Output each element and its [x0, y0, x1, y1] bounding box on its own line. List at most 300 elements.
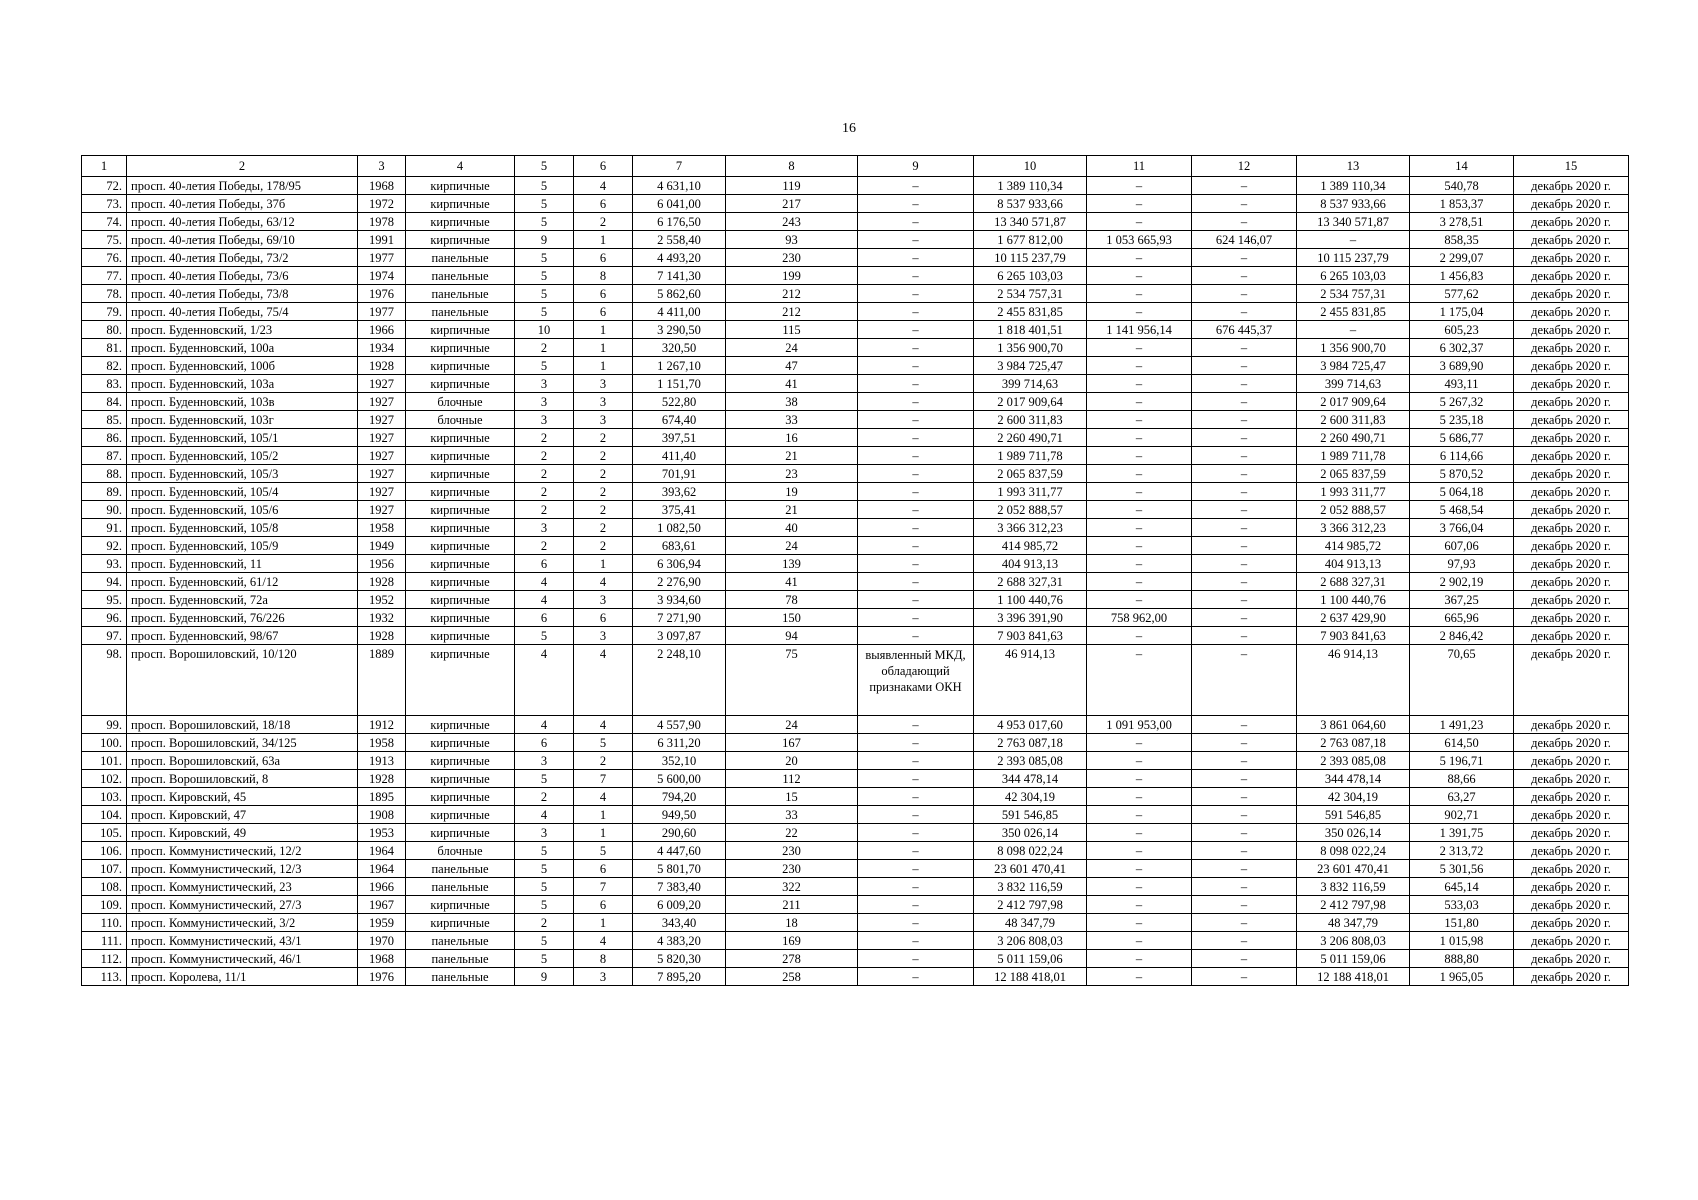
table-cell-col-3: 1927 — [358, 393, 406, 411]
table-cell-col-9: – — [858, 609, 974, 627]
table-cell-col-3: 1966 — [358, 321, 406, 339]
table-cell-col-3: 1977 — [358, 303, 406, 321]
table-cell-col-2: просп. Коммунистический, 12/2 — [127, 842, 358, 860]
table-cell-col-14: 5 235,18 — [1410, 411, 1514, 429]
table-cell-col-15: декабрь 2020 г. — [1514, 537, 1629, 555]
table-cell-col-3: 1976 — [358, 968, 406, 986]
table-cell-col-10: 6 265 103,03 — [974, 267, 1087, 285]
table-row — [82, 716, 1629, 734]
table-cell-col-12: – — [1192, 537, 1297, 555]
column-number-2: 2 — [127, 156, 358, 177]
table-cell-col-14: 70,65 — [1410, 645, 1514, 716]
table-cell-col-13: 3 832 116,59 — [1297, 878, 1410, 896]
table-cell-col-14: 1 175,04 — [1410, 303, 1514, 321]
table-cell-col-6: 1 — [574, 806, 633, 824]
table-cell-col-11: – — [1087, 752, 1192, 770]
table-cell-col-10: 7 903 841,63 — [974, 627, 1087, 645]
table-cell-col-4: блочные — [406, 393, 515, 411]
table-cell-col-12: – — [1192, 447, 1297, 465]
table-cell-col-8: 24 — [726, 339, 858, 357]
table-cell-col-11: – — [1087, 177, 1192, 195]
table-cell-col-14: 858,35 — [1410, 231, 1514, 249]
table-cell-col-14: 2 313,72 — [1410, 842, 1514, 860]
table-cell-col-8: 22 — [726, 824, 858, 842]
table-row — [82, 932, 1629, 950]
table-cell-col-14: 1 491,23 — [1410, 716, 1514, 734]
table-cell-col-13: 7 903 841,63 — [1297, 627, 1410, 645]
table-cell-col-5: 9 — [515, 231, 574, 249]
table-cell-col-15: декабрь 2020 г. — [1514, 824, 1629, 842]
table-cell-col-7: 794,20 — [633, 788, 726, 806]
table-row — [82, 375, 1629, 393]
table-cell-col-7: 2 558,40 — [633, 231, 726, 249]
table-cell-col-13: 5 011 159,06 — [1297, 950, 1410, 968]
table-cell-col-6: 1 — [574, 555, 633, 573]
table-cell-col-10: 2 260 490,71 — [974, 429, 1087, 447]
table-cell-col-15: декабрь 2020 г. — [1514, 321, 1629, 339]
table-cell-col-7: 352,10 — [633, 752, 726, 770]
table-cell-col-10: 2 017 909,64 — [974, 393, 1087, 411]
table-cell-col-1: 89. — [82, 483, 127, 501]
table-cell-col-1: 83. — [82, 375, 127, 393]
table-cell-col-7: 6 176,50 — [633, 213, 726, 231]
table-cell-col-5: 5 — [515, 195, 574, 213]
table-cell-col-12: – — [1192, 411, 1297, 429]
table-cell-col-14: 605,23 — [1410, 321, 1514, 339]
table-cell-col-14: 2 299,07 — [1410, 249, 1514, 267]
table-cell-col-1: 108. — [82, 878, 127, 896]
table-row — [82, 734, 1629, 752]
table-cell-col-9: – — [858, 770, 974, 788]
table-cell-col-4: кирпичные — [406, 555, 515, 573]
table-cell-col-10: 3 206 808,03 — [974, 932, 1087, 950]
table-row — [82, 645, 1629, 716]
table-cell-col-8: 199 — [726, 267, 858, 285]
table-cell-col-10: 2 065 837,59 — [974, 465, 1087, 483]
table-row — [82, 950, 1629, 968]
table-cell-col-5: 5 — [515, 285, 574, 303]
table-cell-col-11: – — [1087, 519, 1192, 537]
table-cell-col-9: – — [858, 806, 974, 824]
table-cell-col-8: 212 — [726, 285, 858, 303]
table-cell-col-2: просп. Королева, 11/1 — [127, 968, 358, 986]
table-cell-col-6: 2 — [574, 752, 633, 770]
table-cell-col-1: 74. — [82, 213, 127, 231]
table-cell-col-5: 2 — [515, 501, 574, 519]
table-cell-col-6: 1 — [574, 357, 633, 375]
table-cell-col-8: 40 — [726, 519, 858, 537]
table-cell-col-9: – — [858, 411, 974, 429]
table-cell-col-3: 1928 — [358, 627, 406, 645]
table-cell-col-7: 1 151,70 — [633, 375, 726, 393]
table-cell-col-5: 5 — [515, 770, 574, 788]
table-cell-col-6: 6 — [574, 860, 633, 878]
table-cell-col-8: 230 — [726, 860, 858, 878]
table-cell-col-2: просп. 40-летия Победы, 63/12 — [127, 213, 358, 231]
table-cell-col-6: 5 — [574, 842, 633, 860]
table-cell-col-9: – — [858, 896, 974, 914]
table-cell-col-6: 1 — [574, 321, 633, 339]
table-cell-col-12: – — [1192, 213, 1297, 231]
table-cell-col-5: 5 — [515, 303, 574, 321]
table-cell-col-11: – — [1087, 573, 1192, 591]
table-cell-col-5: 6 — [515, 555, 574, 573]
table-cell-col-4: кирпичные — [406, 339, 515, 357]
table-cell-col-14: 1 015,98 — [1410, 932, 1514, 950]
table-cell-col-14: 3 278,51 — [1410, 213, 1514, 231]
table-cell-col-11: – — [1087, 483, 1192, 501]
table-cell-col-14: 6 114,66 — [1410, 447, 1514, 465]
table-cell-col-14: 5 870,52 — [1410, 465, 1514, 483]
table-cell-col-3: 1927 — [358, 429, 406, 447]
table-cell-col-6: 6 — [574, 303, 633, 321]
table-cell-col-8: 41 — [726, 573, 858, 591]
table-cell-col-6: 4 — [574, 177, 633, 195]
table-cell-col-10: 42 304,19 — [974, 788, 1087, 806]
table-cell-col-7: 5 820,30 — [633, 950, 726, 968]
table-cell-col-8: 112 — [726, 770, 858, 788]
table-cell-col-13: – — [1297, 321, 1410, 339]
table-cell-col-2: просп. Буденновский, 100б — [127, 357, 358, 375]
table-row — [82, 195, 1629, 213]
table-cell-col-15: декабрь 2020 г. — [1514, 878, 1629, 896]
table-cell-col-6: 8 — [574, 950, 633, 968]
table-cell-col-10: 3 984 725,47 — [974, 357, 1087, 375]
table-cell-col-10: 399 714,63 — [974, 375, 1087, 393]
table-cell-col-1: 82. — [82, 357, 127, 375]
table-cell-col-1: 106. — [82, 842, 127, 860]
table-cell-col-7: 5 862,60 — [633, 285, 726, 303]
table-cell-col-9: – — [858, 950, 974, 968]
table-cell-col-6: 1 — [574, 824, 633, 842]
table-cell-col-3: 1958 — [358, 734, 406, 752]
table-cell-col-13: 1 100 440,76 — [1297, 591, 1410, 609]
table-cell-col-2: просп. Буденновский, 11 — [127, 555, 358, 573]
table-cell-col-2: просп. Буденновский, 105/9 — [127, 537, 358, 555]
table-cell-col-7: 7 141,30 — [633, 267, 726, 285]
table-cell-col-2: просп. 40-летия Победы, 178/95 — [127, 177, 358, 195]
table-cell-col-2: просп. Коммунистический, 12/3 — [127, 860, 358, 878]
table-cell-col-3: 1952 — [358, 591, 406, 609]
table-cell-col-15: декабрь 2020 г. — [1514, 968, 1629, 986]
table-cell-col-8: 21 — [726, 447, 858, 465]
table-cell-col-7: 674,40 — [633, 411, 726, 429]
table-cell-col-3: 1927 — [358, 483, 406, 501]
table-cell-col-3: 1966 — [358, 878, 406, 896]
table-cell-col-3: 1932 — [358, 609, 406, 627]
table-cell-col-11: – — [1087, 249, 1192, 267]
table-cell-col-14: 493,11 — [1410, 375, 1514, 393]
table-cell-col-15: декабрь 2020 г. — [1514, 267, 1629, 285]
table-cell-col-1: 113. — [82, 968, 127, 986]
table-cell-col-11: – — [1087, 339, 1192, 357]
table-cell-col-15: декабрь 2020 г. — [1514, 627, 1629, 645]
table-cell-col-14: 645,14 — [1410, 878, 1514, 896]
table-cell-col-2: просп. Буденновский, 105/1 — [127, 429, 358, 447]
table-cell-col-7: 343,40 — [633, 914, 726, 932]
table-cell-col-14: 1 853,37 — [1410, 195, 1514, 213]
table-cell-col-3: 1908 — [358, 806, 406, 824]
table-cell-col-6: 4 — [574, 788, 633, 806]
column-number-9: 9 — [858, 156, 974, 177]
table-cell-col-7: 6 311,20 — [633, 734, 726, 752]
table-cell-col-15: декабрь 2020 г. — [1514, 285, 1629, 303]
table-cell-col-12: – — [1192, 177, 1297, 195]
table-cell-col-2: просп. 40-летия Победы, 75/4 — [127, 303, 358, 321]
table-cell-col-7: 393,62 — [633, 483, 726, 501]
table-cell-col-2: просп. Ворошиловский, 34/125 — [127, 734, 358, 752]
table-cell-col-15: декабрь 2020 г. — [1514, 465, 1629, 483]
table-cell-col-12: – — [1192, 896, 1297, 914]
table-cell-col-14: 607,06 — [1410, 537, 1514, 555]
table-cell-col-15: декабрь 2020 г. — [1514, 716, 1629, 734]
table-cell-col-3: 1927 — [358, 411, 406, 429]
table-cell-col-5: 3 — [515, 824, 574, 842]
table-row — [82, 752, 1629, 770]
table-cell-col-11: – — [1087, 357, 1192, 375]
column-number-7: 7 — [633, 156, 726, 177]
table-row — [82, 860, 1629, 878]
table-cell-col-14: 5 196,71 — [1410, 752, 1514, 770]
table-cell-col-6: 1 — [574, 231, 633, 249]
table-row — [82, 770, 1629, 788]
table-cell-col-15: декабрь 2020 г. — [1514, 770, 1629, 788]
table-cell-col-14: 1 391,75 — [1410, 824, 1514, 842]
table-cell-col-7: 5 801,70 — [633, 860, 726, 878]
table-cell-col-12: 624 146,07 — [1192, 231, 1297, 249]
table-cell-col-12: – — [1192, 339, 1297, 357]
table-cell-col-6: 3 — [574, 591, 633, 609]
table-cell-col-13: – — [1297, 231, 1410, 249]
table-cell-col-7: 3 290,50 — [633, 321, 726, 339]
table-cell-col-5: 5 — [515, 860, 574, 878]
table-cell-col-7: 4 447,60 — [633, 842, 726, 860]
table-cell-col-6: 3 — [574, 968, 633, 986]
table-cell-col-1: 87. — [82, 447, 127, 465]
table-cell-col-4: кирпичные — [406, 716, 515, 734]
table-cell-col-1: 80. — [82, 321, 127, 339]
table-cell-col-8: 211 — [726, 896, 858, 914]
table-cell-col-10: 2 600 311,83 — [974, 411, 1087, 429]
table-cell-col-9: – — [858, 734, 974, 752]
table-cell-col-1: 104. — [82, 806, 127, 824]
table-cell-col-3: 1968 — [358, 177, 406, 195]
table-cell-col-1: 85. — [82, 411, 127, 429]
table-cell-col-9: – — [858, 573, 974, 591]
table-cell-col-9: выявленный МКД, обладающий признаками ОКН — [858, 645, 974, 716]
table-cell-col-4: кирпичные — [406, 806, 515, 824]
table-cell-col-4: панельные — [406, 950, 515, 968]
table-cell-col-12: – — [1192, 375, 1297, 393]
table-cell-col-3: 1927 — [358, 375, 406, 393]
table-cell-col-12: – — [1192, 501, 1297, 519]
table-cell-col-14: 367,25 — [1410, 591, 1514, 609]
table-cell-col-13: 414 985,72 — [1297, 537, 1410, 555]
table-cell-col-15: декабрь 2020 г. — [1514, 932, 1629, 950]
table-cell-col-11: – — [1087, 429, 1192, 447]
table-cell-col-3: 1956 — [358, 555, 406, 573]
table-cell-col-14: 5 468,54 — [1410, 501, 1514, 519]
table-cell-col-13: 6 265 103,03 — [1297, 267, 1410, 285]
table-cell-col-8: 167 — [726, 734, 858, 752]
table-cell-col-11: – — [1087, 285, 1192, 303]
table-cell-col-6: 2 — [574, 519, 633, 537]
table-cell-col-12: – — [1192, 303, 1297, 321]
table-row — [82, 303, 1629, 321]
table-cell-col-12: – — [1192, 591, 1297, 609]
table-cell-col-8: 169 — [726, 932, 858, 950]
table-cell-col-11: – — [1087, 591, 1192, 609]
table-cell-col-2: просп. Ворошиловский, 18/18 — [127, 716, 358, 734]
table-cell-col-13: 3 984 725,47 — [1297, 357, 1410, 375]
table-cell-col-15: декабрь 2020 г. — [1514, 573, 1629, 591]
table-cell-col-9: – — [858, 537, 974, 555]
table-cell-col-13: 3 366 312,23 — [1297, 519, 1410, 537]
table-cell-col-4: кирпичные — [406, 734, 515, 752]
table-cell-col-6: 1 — [574, 339, 633, 357]
table-cell-col-5: 2 — [515, 429, 574, 447]
table-cell-col-1: 90. — [82, 501, 127, 519]
table-cell-col-3: 1958 — [358, 519, 406, 537]
table-body — [82, 156, 1629, 986]
table-cell-col-15: декабрь 2020 г. — [1514, 914, 1629, 932]
housing-registry-table — [81, 155, 1629, 986]
table-cell-col-5: 5 — [515, 249, 574, 267]
table-cell-col-1: 75. — [82, 231, 127, 249]
table-cell-col-5: 3 — [515, 519, 574, 537]
table-cell-col-13: 344 478,14 — [1297, 770, 1410, 788]
table-cell-col-2: просп. Коммунистический, 43/1 — [127, 932, 358, 950]
table-cell-col-13: 48 347,79 — [1297, 914, 1410, 932]
table-cell-col-5: 5 — [515, 842, 574, 860]
table-cell-col-7: 6 041,00 — [633, 195, 726, 213]
table-cell-col-13: 13 340 571,87 — [1297, 213, 1410, 231]
table-cell-col-4: кирпичные — [406, 213, 515, 231]
table-cell-col-8: 21 — [726, 501, 858, 519]
table-row — [82, 429, 1629, 447]
table-cell-col-2: просп. 40-летия Победы, 69/10 — [127, 231, 358, 249]
table-cell-col-13: 2 260 490,71 — [1297, 429, 1410, 447]
table-row — [82, 842, 1629, 860]
table-cell-col-3: 1895 — [358, 788, 406, 806]
table-cell-col-11: 758 962,00 — [1087, 609, 1192, 627]
table-cell-col-5: 10 — [515, 321, 574, 339]
table-cell-col-4: кирпичные — [406, 752, 515, 770]
table-cell-col-7: 1 267,10 — [633, 357, 726, 375]
table-cell-col-10: 2 455 831,85 — [974, 303, 1087, 321]
table-cell-col-10: 1 818 401,51 — [974, 321, 1087, 339]
table-cell-col-10: 2 688 327,31 — [974, 573, 1087, 591]
table-cell-col-2: просп. Буденновский, 103а — [127, 375, 358, 393]
table-cell-col-1: 94. — [82, 573, 127, 591]
table-cell-col-9: – — [858, 267, 974, 285]
column-number-3: 3 — [358, 156, 406, 177]
table-cell-col-12: – — [1192, 519, 1297, 537]
table-cell-col-2: просп. Кировский, 49 — [127, 824, 358, 842]
table-row — [82, 447, 1629, 465]
table-cell-col-4: кирпичные — [406, 788, 515, 806]
table-cell-col-7: 4 493,20 — [633, 249, 726, 267]
table-cell-col-2: просп. Буденновский, 105/2 — [127, 447, 358, 465]
table-cell-col-12: – — [1192, 752, 1297, 770]
table-cell-col-9: – — [858, 339, 974, 357]
table-cell-col-3: 1967 — [358, 896, 406, 914]
table-cell-col-7: 411,40 — [633, 447, 726, 465]
table-cell-col-9: – — [858, 213, 974, 231]
table-cell-col-13: 2 412 797,98 — [1297, 896, 1410, 914]
table-cell-col-8: 258 — [726, 968, 858, 986]
table-cell-col-5: 5 — [515, 357, 574, 375]
table-cell-col-7: 4 411,00 — [633, 303, 726, 321]
table-row — [82, 627, 1629, 645]
table-cell-col-9: – — [858, 968, 974, 986]
table-cell-col-9: – — [858, 195, 974, 213]
table-cell-col-12: – — [1192, 806, 1297, 824]
table-cell-col-2: просп. Буденновский, 105/3 — [127, 465, 358, 483]
table-cell-col-4: блочные — [406, 842, 515, 860]
table-cell-col-4: панельные — [406, 878, 515, 896]
table-cell-col-4: панельные — [406, 285, 515, 303]
table-cell-col-3: 1927 — [358, 465, 406, 483]
table-cell-col-9: – — [858, 177, 974, 195]
table-cell-col-2: просп. Буденновский, 76/226 — [127, 609, 358, 627]
table-cell-col-14: 5 686,77 — [1410, 429, 1514, 447]
table-cell-col-15: декабрь 2020 г. — [1514, 896, 1629, 914]
table-cell-col-7: 6 306,94 — [633, 555, 726, 573]
table-cell-col-1: 79. — [82, 303, 127, 321]
table-cell-col-7: 320,50 — [633, 339, 726, 357]
table-cell-col-4: кирпичные — [406, 824, 515, 842]
table-cell-col-12: – — [1192, 734, 1297, 752]
table-cell-col-9: – — [858, 501, 974, 519]
table-cell-col-5: 5 — [515, 627, 574, 645]
table-row — [82, 788, 1629, 806]
table-row — [82, 501, 1629, 519]
table-cell-col-1: 112. — [82, 950, 127, 968]
table-cell-col-10: 12 188 418,01 — [974, 968, 1087, 986]
table-cell-col-5: 2 — [515, 483, 574, 501]
column-number-13: 13 — [1297, 156, 1410, 177]
table-cell-col-8: 33 — [726, 411, 858, 429]
table-cell-col-11: – — [1087, 501, 1192, 519]
column-number-row — [82, 156, 1629, 177]
table-cell-col-7: 7 383,40 — [633, 878, 726, 896]
table-cell-col-11: – — [1087, 914, 1192, 932]
table-cell-col-10: 1 677 812,00 — [974, 231, 1087, 249]
table-cell-col-15: декабрь 2020 г. — [1514, 249, 1629, 267]
table-cell-col-2: просп. Ворошиловский, 63а — [127, 752, 358, 770]
table-cell-col-9: – — [858, 231, 974, 249]
table-cell-col-15: декабрь 2020 г. — [1514, 734, 1629, 752]
table-cell-col-3: 1964 — [358, 842, 406, 860]
table-cell-col-9: – — [858, 285, 974, 303]
column-number-12: 12 — [1192, 156, 1297, 177]
table-cell-col-13: 2 600 311,83 — [1297, 411, 1410, 429]
table-cell-col-9: – — [858, 519, 974, 537]
table-cell-col-15: декабрь 2020 г. — [1514, 483, 1629, 501]
table-cell-col-4: блочные — [406, 411, 515, 429]
table-cell-col-1: 110. — [82, 914, 127, 932]
table-cell-col-4: кирпичные — [406, 627, 515, 645]
table-cell-col-4: кирпичные — [406, 591, 515, 609]
table-cell-col-2: просп. Коммунистический, 23 — [127, 878, 358, 896]
table-cell-col-1: 91. — [82, 519, 127, 537]
table-cell-col-9: – — [858, 932, 974, 950]
table-cell-col-11: – — [1087, 195, 1192, 213]
table-cell-col-11: – — [1087, 393, 1192, 411]
table-cell-col-14: 151,80 — [1410, 914, 1514, 932]
table-cell-col-5: 5 — [515, 177, 574, 195]
